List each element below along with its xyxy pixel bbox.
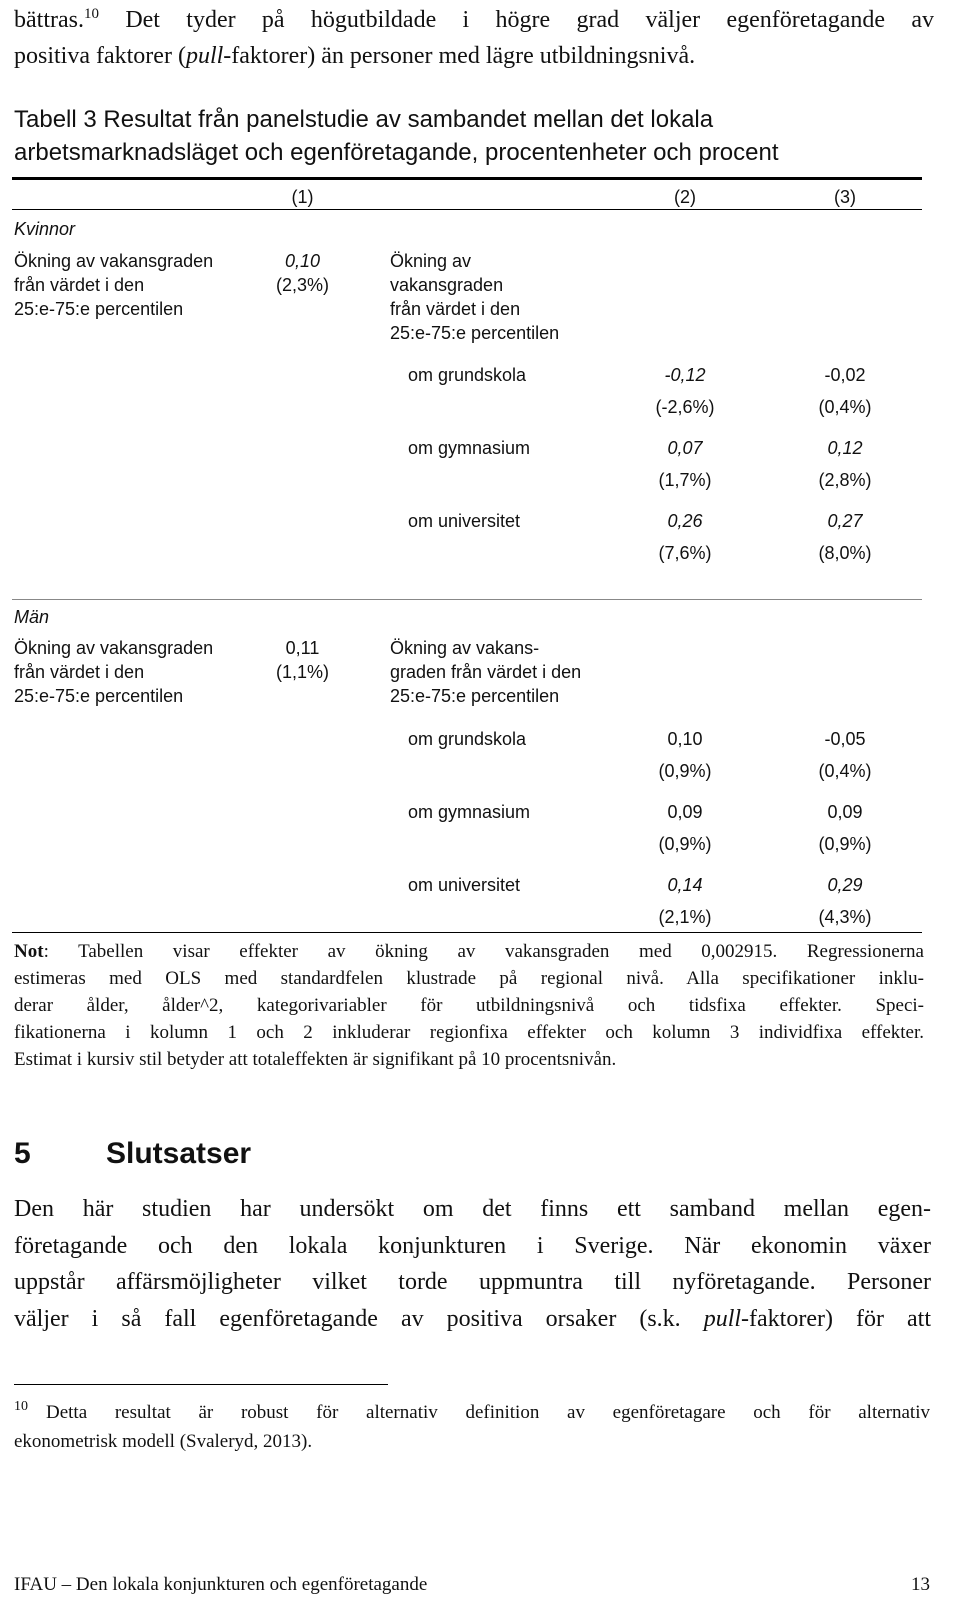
table-caption: Tabell 3 Resultat från panelstudie av sambandet mellan det lokala arbetsmarknadsläget och egenföretagande, procentenheter och procent — [14, 106, 779, 166]
section-title: Slutsatser — [106, 1137, 252, 1170]
table-cell: 0,12 — [827, 438, 863, 458]
table-cell: (0,4%) — [818, 397, 872, 417]
table-cell: -0,02 — [824, 365, 866, 385]
table-cell: 0,27 — [827, 511, 863, 531]
footnote-number: 10 — [14, 1399, 28, 1414]
table-cell: 0,14 — [667, 875, 703, 895]
col1-cell: 0,10 (2,3%) — [275, 251, 329, 295]
group-divider — [12, 599, 922, 600]
footnote: $^{10}$ Detta resultat är robust för alternativ definition av egenföretagare och för alternativ ekonometrisk modell (Svaleryd, 2013). — [14, 1399, 930, 1452]
intro-line-2: positiva faktorer (pull-faktorer) än personer med lägre utbildningsnivå. — [14, 43, 696, 69]
table-cell: (0,9%) — [658, 761, 712, 781]
section-number: 5 — [14, 1137, 31, 1170]
row-label-main: Ökning av vakansgraden från värdet i den 25:e-75:e percentilen — [14, 638, 214, 706]
table-cell: 0,26 — [667, 511, 703, 531]
col-header-3: (3) — [834, 187, 856, 207]
table-top-rule — [12, 177, 922, 180]
table-cell: (2,1%) — [658, 907, 712, 927]
table-row: om grundskola — [408, 729, 527, 749]
table-cell: (2,8%) — [818, 470, 872, 490]
table-row: om grundskola — [408, 365, 527, 385]
page-number: 13 — [911, 1574, 930, 1595]
table-bottom-rule — [12, 932, 922, 933]
table-row: om gymnasium — [408, 438, 531, 458]
table-cell: (8,0%) — [818, 543, 872, 563]
table-cell: (1,7%) — [658, 470, 712, 490]
table-cell: 0,09 — [667, 802, 703, 822]
body-paragraph: Den här studien har undersökt om det finns ett samband mellan egen- företagande och den lokala konjunkturen i Sverige. När ekonomin växer uppstår affärsmöjligheter vilket torde uppmuntra till nyföretagande. Personer väljer i så fall egenföretagande av positiva orsaker (s.k. pull-faktorer) för att — [14, 1196, 932, 1332]
group-label-man: Män — [14, 607, 50, 627]
interaction-label: Ökning av vakansgraden från värdet i den 25:e-75:e percentilen — [390, 251, 560, 343]
table-cell: 0,07 — [667, 438, 703, 458]
row-label-main: Ökning av vakansgraden från värdet i den 25:e-75:e percentilen — [14, 251, 214, 319]
table-row: om universitet — [408, 875, 521, 895]
table-cell: (4,3%) — [818, 907, 872, 927]
col-header-1: (1) — [291, 187, 314, 207]
footnote-rule — [14, 1384, 388, 1385]
table-note: Not: Tabellen visar effekter av ökning av vakansgraden med 0,002915. Regressionerna estimeras med OLS med standardfelen klustrade på regional nivå. Alla specifikationer inklu- derar ålder, ålder^2, kategorivariabler för utbildningsnivå och tidsfixa effekter. Speci- fikationerna i kolumn 1 och 2 inkluderar regionfixa effekter och kolumn 3 individfixa effekter. Estimat i kursiv stil betyder att totaleffekten är signifikant på 10 procentsnivån. — [14, 941, 924, 1070]
interaction-label: Ökning av vakans- graden från värdet i den 25:e-75:e percentilen — [390, 638, 582, 706]
table-cell: (-2,6%) — [655, 397, 715, 417]
table-cell: (0,9%) — [658, 834, 712, 854]
header-rule — [12, 209, 922, 210]
intro-paragraph — [14, 2, 934, 74]
table-cell: (7,6%) — [658, 543, 712, 563]
table-cell: (0,9%) — [818, 834, 872, 854]
section-heading — [14, 1132, 251, 1176]
table-cell: 0,29 — [827, 875, 863, 895]
table-cell: 0,10 — [667, 729, 703, 749]
table-cell: 0,09 — [827, 802, 863, 822]
col-header-2: (2) — [674, 187, 696, 207]
group-label-kvinnor: Kvinnor — [14, 219, 76, 239]
table-cell: (0,4%) — [818, 761, 872, 781]
table-row: om gymnasium — [408, 802, 531, 822]
col1-cell: 0,11 (1,1%) — [275, 638, 329, 682]
table-cell: -0,12 — [664, 365, 706, 385]
page-footer-title: IFAU – Den lokala konjunkturen och egenföretagande — [14, 1574, 428, 1595]
intro-line-1: bättras.$^{10}$ Det tyder på högutbildade i högre grad väljer egenföretagande av — [14, 6, 934, 33]
table-cell: -0,05 — [824, 729, 866, 749]
table-row: om universitet — [408, 511, 521, 531]
footnote-ref[interactable]: 10 — [83, 6, 99, 22]
